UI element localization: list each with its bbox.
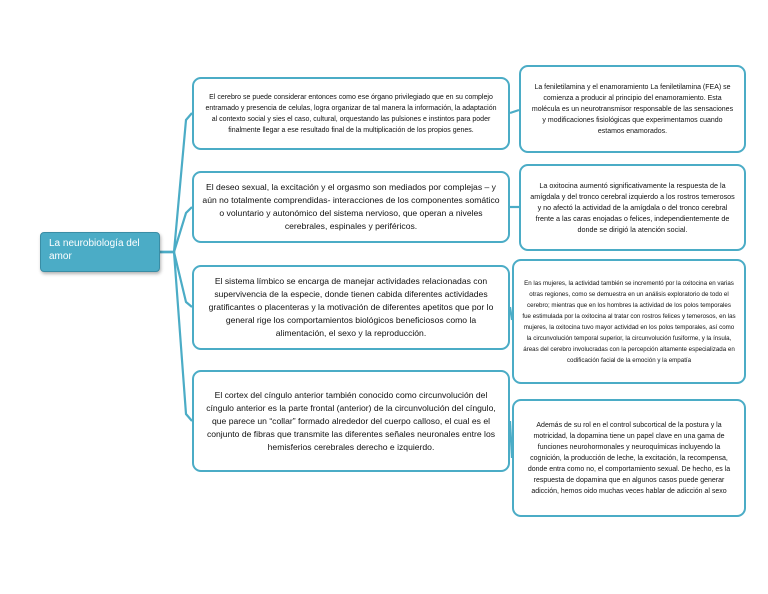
branch-text: El sistema límbico se encarga de manejar actividades relacionadas con supervivencia de la especie, donde tienen cabida diferentes actividades gratificantes o placenteras y la motivación de diferentes apetitos que por lo general rige los comportamientos biológicos beneficiosos como la alimentación, el sexo y la reproducción.: [208, 276, 494, 338]
detail-node-feniletilamina[interactable]: [519, 65, 746, 153]
detail-node-oxitocina[interactable]: [519, 164, 746, 251]
root-label: La neurobiología del amor: [49, 238, 140, 262]
branch-node-sistema-limbico[interactable]: [192, 265, 510, 350]
branch-node-deseo-sexual[interactable]: [192, 171, 510, 243]
connector-branch-1: [160, 113, 192, 252]
detail-text: Además de su rol en el control subcortical de la postura y la motricidad, la dopamina tiene un papel clave en una gama de funciones neurohormonales y neuroquímicas incluyendo la cognición, la producción de leche, la excitación, la recompensa, donde entra como no, el comportamiento sexual. De hecho, es la respuesta de dopamina que en algunos casos puede generar adicción, hemos oido muchas veces hablar de adicción al sexo: [527, 421, 731, 495]
detail-node-dopamina[interactable]: [512, 399, 746, 517]
connector-detail-1: [510, 110, 519, 113]
detail-text: La feniletilamina y el enamoramiento La feniletilamina (FEA) se comienza a producir al principio del enamoramiento. Esta molécula es un neurotransmisor responsable de las sensaciones y modificaciones fisiológicas que experimentamos cuando estamos enamorados.: [531, 83, 734, 135]
detail-text: La oxitocina aumentó significativamente la respuesta de la amígdala y del tronco cerebral izquierdo a los rostros temerosos y no afectó la actividad de la amígdala o del tronco cerebral frente a las caras enojadas o felices, independientemente de donde se dirigió la atención social.: [530, 181, 735, 234]
branch-text: El cortex del cíngulo anterior también conocido como circunvolución del cíngulo anterior es la parte frontal (anterior) de la circunvolución del cíngulo, que parece un “collar” formado alrededor del cuerpo calloso, el cual es el conjunto de fibras que transmite las diferentes señales neuronales entre los hemisferios cerebrales derecho e izquierdo.: [206, 389, 496, 452]
branch-node-cerebro[interactable]: [192, 77, 510, 150]
detail-text: En las mujeres, la actividad también se incrementó por la oxitocina en varias otras regiones, como se demuestra en un análisis exploratorio de todo el cerebro; mientras que en los hombres la actividad de los polos temporales fue estimulada por la oxitocina al tratar con rostros felices y temerosos, en las mujeres, la oxitocina tuvo mayor actividad en los polos temporales, así como la circunvolución temporal superior, la circunvolución fusiforme, y la ínsula, áreas del cerebro involucradas con la percepción altamente especializada en codificación facial de la emoción y la empatía: [522, 279, 736, 364]
root-node[interactable]: [40, 232, 160, 272]
connector-branch-4: [160, 252, 192, 421]
detail-node-mujeres-oxitocina[interactable]: [512, 259, 746, 384]
branch-text: El cerebro se puede considerar entonces como ese órgano privilegiado que en su complejo entramado y presencia de celulas, logra organizar de tal manera la información, la adaptación al contexto social y sies el caso, cultural, orquestando las pulsiones e instintos para poder finalmente llegar a ese resultado final de la multiplicación de los propios genes.: [205, 93, 497, 134]
branch-text: El deseo sexual, la excitación y el orgasmo son mediados por complejas – y aún no totalmente comprendidas- interacciones de los componentes somático o voluntario y autonómico del sistema nervioso, que operan a niveles cerebrales, espinales y periféricos.: [202, 182, 500, 231]
branch-node-cortex-cingulo[interactable]: [192, 370, 510, 472]
